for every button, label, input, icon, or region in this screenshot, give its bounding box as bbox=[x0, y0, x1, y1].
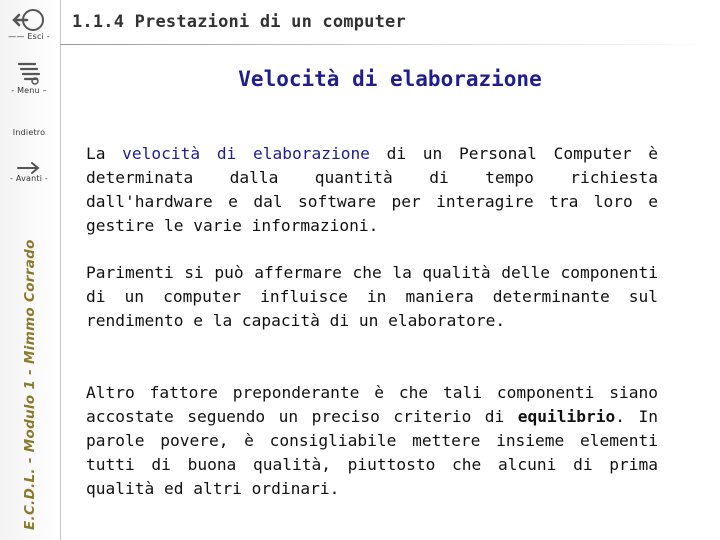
p3-bold: equilibrio bbox=[517, 407, 616, 426]
p1-text-a: La bbox=[86, 144, 123, 163]
exit-button[interactable] bbox=[0, 8, 58, 41]
p1-highlight: velocità di elaborazione bbox=[122, 144, 370, 163]
exit-dash: —— bbox=[8, 32, 28, 41]
paragraph-1 bbox=[86, 142, 658, 238]
page-title: 1.1.4 Prestazioni di un computer bbox=[72, 12, 406, 32]
menu-dash-right: – bbox=[39, 86, 47, 95]
forward-arrow-icon bbox=[14, 160, 44, 174]
back-label: Indietro bbox=[12, 128, 46, 137]
forward-label: Avanti bbox=[15, 174, 43, 183]
exit-label: Esci bbox=[27, 32, 44, 41]
paragraph-3 bbox=[86, 381, 658, 501]
p3-text-c: . In parole povere, è consigliabile mettere insieme elementi tutti di buona qualità, piuttosto che alcuni di prima qualità ed altri ordinari. bbox=[86, 407, 658, 498]
sidebar bbox=[0, 0, 60, 540]
forward-dash: - bbox=[10, 174, 16, 183]
vertical-caption: E.C.D.L. - Modulo 1 - Mimmo Corrado bbox=[22, 239, 38, 530]
exit-icon bbox=[11, 8, 47, 32]
menu-icon bbox=[15, 60, 43, 86]
paragraph-2: Parimenti si può affermare che la qualità delle componenti di un computer influisce in maniera determinante sul rendimento e la capacità di un elaboratore. bbox=[86, 263, 658, 330]
back-button[interactable] bbox=[0, 128, 58, 137]
menu-dash: - bbox=[11, 86, 18, 95]
exit-dash-right: - bbox=[43, 32, 50, 41]
p3-text-a: Altro fattore preponderante è che tali componenti siano accostate seguendo un preciso criterio di bbox=[86, 383, 658, 426]
slide-heading: Velocità di elaborazione bbox=[238, 67, 542, 91]
menu-label: Menu bbox=[17, 86, 40, 95]
p1-text-c: di un Personal Computer è determinata dalla quantità di tempo richiesta dall'hardware e dal software per interagire tra loro e gestire le varie informazioni. bbox=[86, 144, 658, 235]
forward-dash-right: - bbox=[42, 174, 48, 183]
forward-button[interactable] bbox=[0, 160, 58, 183]
menu-button[interactable] bbox=[0, 60, 58, 95]
title-divider bbox=[60, 44, 720, 45]
